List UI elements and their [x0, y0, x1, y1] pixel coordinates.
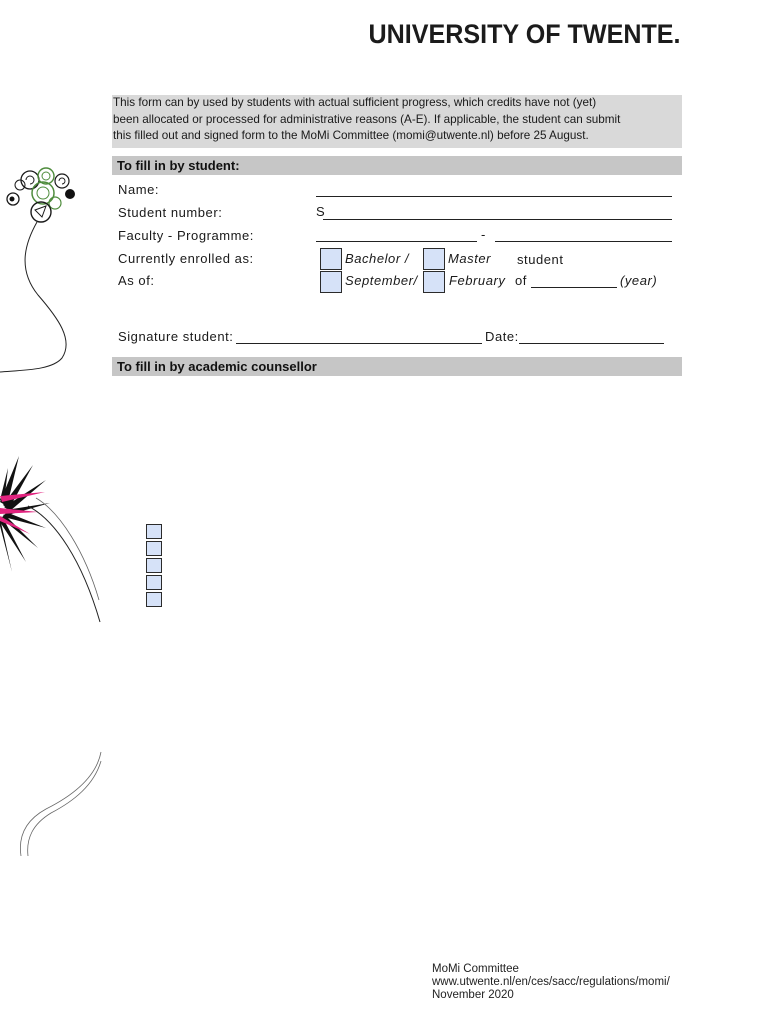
decorative-circles [7, 168, 75, 222]
counsellor-checkbox[interactable] [146, 575, 162, 590]
counsellor-checkbox[interactable] [146, 524, 162, 539]
counsellor-checkbox[interactable] [146, 558, 162, 573]
decorative-swirl [20, 752, 101, 856]
name-label: Name: [118, 182, 160, 197]
name-field[interactable] [316, 181, 672, 197]
counsellor-section-header [112, 357, 682, 376]
as-of-label: As of: [118, 273, 155, 288]
counsellor-checkbox[interactable] [146, 541, 162, 556]
date-field[interactable] [519, 328, 664, 344]
footer-date: November 2020 [432, 989, 514, 1001]
february-checkbox[interactable] [423, 271, 445, 293]
master-option-label: Master [448, 251, 492, 266]
september-checkbox[interactable] [320, 271, 342, 293]
intro-text-line: this filled out and signed form to the MoMi Committee (momi@utwente.nl) before 25 August. [113, 129, 589, 142]
intro-text-line: This form can by used by students with actual sufficient progress, which credits have not (yet) [113, 96, 597, 109]
footer-url: www.utwente.nl/en/ces/sacc/regulations/momi/ [432, 976, 670, 988]
programme-field[interactable] [495, 226, 672, 242]
faculty-field[interactable] [316, 226, 477, 242]
student-number-prefix: S [316, 204, 325, 219]
counsellor-checkbox[interactable] [146, 592, 162, 607]
decorative-stem-line [0, 222, 66, 372]
decorative-plant [0, 456, 100, 622]
student-suffix-label: student [517, 252, 564, 267]
february-option-label: February [449, 273, 506, 288]
date-label: Date: [485, 329, 519, 344]
counsellor-checkbox-list [146, 524, 162, 609]
bachelor-option-label: Bachelor / [345, 251, 410, 266]
student-number-field[interactable] [323, 204, 672, 220]
year-field[interactable] [531, 272, 617, 288]
master-checkbox[interactable] [423, 248, 445, 270]
faculty-programme-label: Faculty - Programme: [118, 228, 254, 243]
footer [432, 963, 670, 1002]
signature-label: Signature student: [118, 329, 234, 344]
intro-text-line: been allocated or processed for administrative reasons (A-E). If applicable, the student can submit [113, 112, 621, 126]
of-label: of [515, 273, 527, 288]
university-logo: UNIVERSITY OF TWENTE. [368, 19, 681, 49]
september-option-label: September/ [345, 273, 418, 288]
bachelor-checkbox[interactable] [320, 248, 342, 270]
student-number-label: Student number: [118, 205, 223, 220]
enrolled-label: Currently enrolled as: [118, 251, 254, 266]
faculty-programme-separator: - [481, 227, 486, 242]
student-section-title: To fill in by student: [117, 158, 240, 173]
intro-box [112, 95, 682, 148]
counsellor-section-title: To fill in by academic counsellor [117, 359, 317, 374]
year-hint: (year) [620, 273, 658, 288]
footer-committee: MoMi Committee [432, 963, 519, 975]
student-section-header [112, 156, 682, 175]
decorative-artwork [0, 0, 110, 870]
signature-field[interactable] [236, 328, 482, 344]
